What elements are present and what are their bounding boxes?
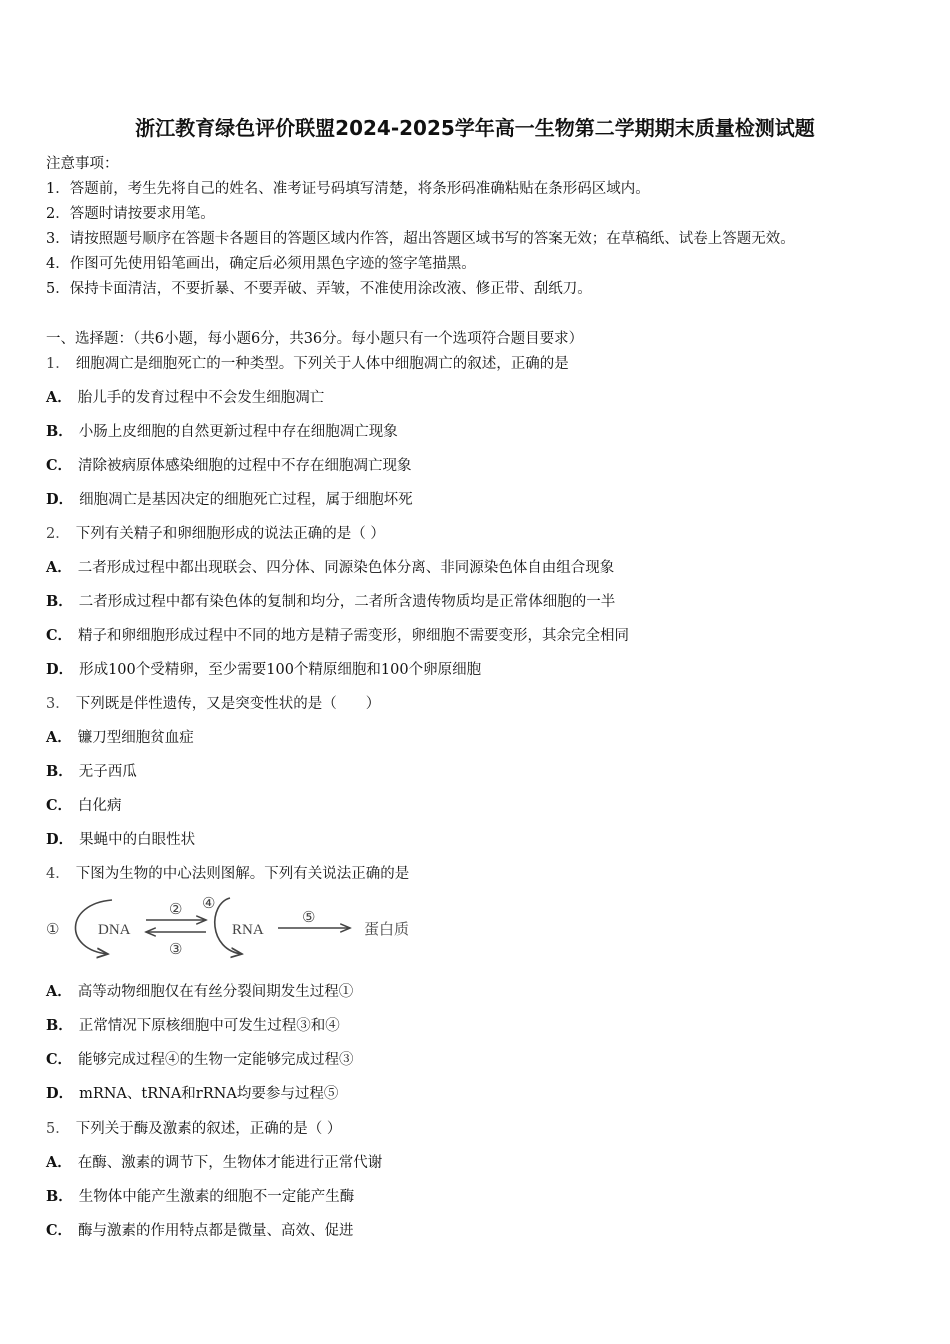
option-a: A． 高等动物细胞仅在有丝分裂间期发生过程① bbox=[46, 983, 354, 1000]
process-1-label: ① bbox=[46, 922, 60, 938]
option-d: D． 果蝇中的白眼性状 bbox=[46, 831, 196, 848]
question-stem: 5． 下列关于酶及激素的叙述，正确的是（ ） bbox=[46, 1121, 342, 1137]
process-4-label: ④ bbox=[202, 896, 216, 912]
option-c: C． 清除被病原体感染细胞的过程中不存在细胞凋亡现象 bbox=[46, 457, 412, 474]
option-b: B． 小肠上皮细胞的自然更新过程中存在细胞凋亡现象 bbox=[46, 423, 398, 440]
option-d: D． mRNA、tRNA和rRNA均要参与过程⑤ bbox=[46, 1085, 339, 1102]
option-c: C． 精子和卵细胞形成过程中不同的地方是精子需变形，卵细胞不需要变形，其余完全相同 bbox=[46, 627, 630, 644]
option-a: A． 在酶、激素的调节下，生物体才能进行正常代谢 bbox=[46, 1154, 383, 1171]
option-a: A． 二者形成过程中都出现联会、四分体、同源染色体分离、非同源染色体自由组合现象 bbox=[46, 559, 615, 576]
option-a: A． 胎儿手的发育过程中不会发生细胞凋亡 bbox=[46, 389, 325, 406]
option-b: B． 正常情况下原核细胞中可发生过程③和④ bbox=[46, 1017, 340, 1034]
rna-label: RNA bbox=[232, 922, 264, 938]
page-title: 浙江教育绿色评价联盟2024-2025学年高一生物第二学期期末质量检测试题 bbox=[135, 116, 815, 140]
question-number: 4． bbox=[46, 866, 70, 882]
option-c: C． 白化病 bbox=[46, 797, 122, 814]
process-2-label: ② bbox=[169, 902, 183, 918]
question-stem: 1． 细胞凋亡是细胞死亡的一种类型。下列关于人体中细胞凋亡的叙述，正确的是 bbox=[46, 356, 569, 372]
notice-item: 5．保持卡面清洁，不要折暴、不要弄破、弄皱，不准使用涂改液、修正带、刮纸刀。 bbox=[46, 281, 592, 297]
option-d: D． 形成100个受精卵，至少需要100个精原细胞和100个卵原细胞 bbox=[46, 661, 482, 678]
option-c: C． 能够完成过程④的生物一定能够完成过程③ bbox=[46, 1051, 354, 1068]
option-b: B． 无子西瓜 bbox=[46, 763, 137, 780]
question-stem: 2． 下列有关精子和卵细胞形成的说法正确的是（ ） bbox=[46, 526, 385, 542]
notice-item: 4．作图可先使用铅笔画出，确定后必须用黑色字迹的签字笔描黑。 bbox=[46, 256, 476, 272]
protein-label: 蛋白质 bbox=[364, 922, 410, 938]
question-number: 5． bbox=[46, 1121, 70, 1137]
process-5-label: ⑤ bbox=[302, 910, 316, 926]
option-b: B． 二者形成过程中都有染色体的复制和均分，二者所含遗传物质均是正常体细胞的一半 bbox=[46, 593, 616, 610]
notice-item: 2．答题时请按要求用笔。 bbox=[46, 206, 215, 222]
question-stem: 4． 下图为生物的中心法则图解。下列有关说法正确的是 bbox=[46, 866, 410, 882]
process-3-label: ③ bbox=[169, 942, 183, 958]
option-b: B． 生物体中能产生激素的细胞不一定能产生酶 bbox=[46, 1188, 355, 1205]
section-heading: 一、选择题：（共6小题，每小题6分，共36分。每小题只有一个选项符合题目要求） bbox=[46, 331, 584, 347]
question-number: 2． bbox=[46, 526, 70, 542]
question-stem: 3． 下列既是伴性遗传，又是突变性状的是（ ） bbox=[46, 696, 381, 712]
notice-item: 3．请按照题号顺序在答题卡各题目的答题区域内作答，超出答题区域书写的答案无效；在草稿纸、试卷上答题无效。 bbox=[46, 231, 795, 247]
option-d: D． 细胞凋亡是基因决定的细胞死亡过程，属于细胞坏死 bbox=[46, 491, 413, 508]
option-c: C． 酶与激素的作用特点都是微量、高效、促进 bbox=[46, 1222, 354, 1239]
question-number: 3． bbox=[46, 696, 70, 712]
dna-label: DNA bbox=[98, 922, 131, 938]
central-dogma-diagram bbox=[40, 888, 440, 968]
question-number: 1． bbox=[46, 356, 70, 372]
notice-item: 1．答题前，考生先将自己的姓名、准考证号码填写清楚，将条形码准确粘贴在条形码区域内。 bbox=[46, 181, 650, 197]
option-a: A． 镰刀型细胞贫血症 bbox=[46, 729, 194, 746]
notice-heading: 注意事项： bbox=[46, 156, 119, 172]
